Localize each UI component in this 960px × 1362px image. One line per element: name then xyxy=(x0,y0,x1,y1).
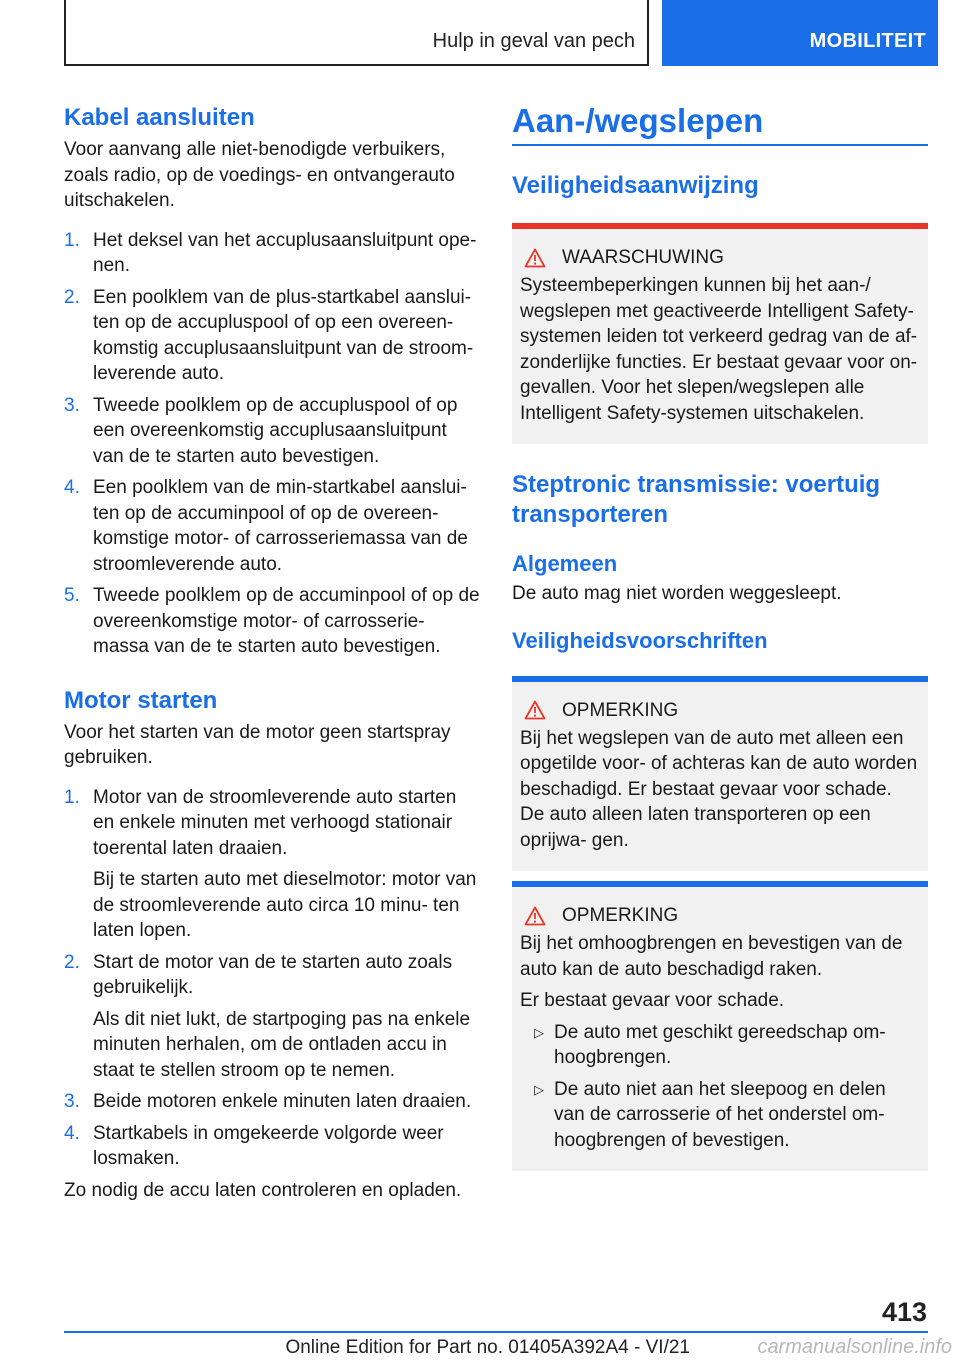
warning-text: Systeembeperkingen kunnen bij het aan-/ wegslepen met geactiveerde Intelligent Safety-systemen leiden tot verkeerd gedrag van de af‐ zonderlijke functies. Er bestaat gevaar voor on‐ gevallen. Voor het slepen/wegslepen alle Intelligent Safety-systemen uitschakelen. xyxy=(520,275,918,424)
kabel-steps xyxy=(64,228,480,660)
notice-bar xyxy=(512,881,928,887)
warning-box xyxy=(512,223,928,444)
warning-label: WAARSCHUWING xyxy=(562,247,724,268)
warning-triangle-icon xyxy=(524,906,546,926)
list-item: 3. Tweede poolklem op de accupluspool of op een overeenkomstig accuplusaansluitpunt van de te starten auto bevestigen. xyxy=(64,394,458,467)
page-number: 413 xyxy=(881,1297,927,1327)
header-section-box xyxy=(64,0,649,66)
notice-heading xyxy=(520,698,920,723)
list-item: ▷ De auto met geschikt gereedschap om‐ hoogbrengen. xyxy=(534,1021,886,1068)
list-item: ▷ De auto niet aan het sleepoog en delen van de carrosserie of het onderstel om‐ hoogbrengen of bevestigen. xyxy=(534,1078,886,1151)
right-column xyxy=(512,100,928,1171)
triangle-bullet-icon: ▷ xyxy=(534,1024,544,1040)
list-item: 2. Start de motor van de te starten auto zoals gebruikelijk. Als dit niet lukt, de startpoging pas na enkele minuten herhalen, om de ontladen accu in staat te stellen stroom op te nemen. xyxy=(64,951,471,1081)
notice-text: Bij het wegslepen van de auto met alleen een opgetilde voor- of achteras kan de auto worden beschadigd. Er bestaat gevaar voor schade. De auto alleen laten transporteren op een oprijwa‐ gen. xyxy=(520,727,918,851)
header-chapter-tab[interactable] xyxy=(662,0,938,66)
kabel-intro: Voor aanvang alle niet-benodigde verbuikers, zoals radio, op de voedings- en ontvangerauto uitschakelen. xyxy=(64,139,455,211)
notice-label: OPMERKING xyxy=(562,699,679,721)
list-item: 1. Het deksel van het accuplusaansluitpunt ope‐ nen. xyxy=(64,229,477,276)
notice-label: OPMERKING xyxy=(562,905,679,926)
algemeen-text: De auto mag niet worden weggesleept. xyxy=(512,583,842,604)
warning-triangle-icon xyxy=(524,700,546,720)
triangle-bullet-icon: ▷ xyxy=(534,1081,544,1097)
warning-heading xyxy=(520,245,920,270)
list-item: 4. Startkabels in omgekeerde volgorde weer losmaken. xyxy=(64,1122,444,1169)
motor-title: Motor starten xyxy=(64,686,218,714)
motor-intro: Voor het starten van de motor geen startspray gebruiken. xyxy=(64,721,451,768)
safety-title: Veiligheidsaanwijzing xyxy=(512,172,759,199)
watermark[interactable]: carmanualsonline.info xyxy=(757,1336,952,1358)
notice-text: Bij het omhoogbrengen en bevestigen van de auto kan de auto beschadigd raken. xyxy=(520,933,903,980)
motor-steps xyxy=(64,785,480,1172)
list-item: 3. Beide motoren enkele minuten laten draaien. xyxy=(64,1091,472,1112)
list-item: 5. Tweede poolklem op de accuminpool of op de overeenkomstige motor- of carrosserie‐ massa van de te starten auto bevestigen. xyxy=(64,585,480,657)
notice-bullets xyxy=(520,1020,920,1154)
notice-box-2 xyxy=(512,881,928,1171)
notice-text: Er bestaat gevaar voor schade. xyxy=(520,990,785,1011)
list-item: 1. Motor van de stroomleverende auto starten en enkele minuten met verhoogd stationair toerental laten draaien. Bij te starten auto met dieselmotor: motor van de stroomleverende auto circa 10 minu‐ ten laten lopen. xyxy=(64,786,477,941)
notice-box-1 xyxy=(512,676,928,872)
left-column xyxy=(64,100,480,1203)
footer-rule xyxy=(64,1331,928,1333)
header-chapter-title: MOBILITEIT xyxy=(809,30,926,52)
voorschriften-title: Veiligheidsvoorschriften xyxy=(512,627,768,653)
notice-heading xyxy=(520,903,920,928)
steptronic-title: Steptronic transmissie: voertuig transporteren xyxy=(512,471,881,528)
motor-outro: Zo nodig de accu laten controleren en opladen. xyxy=(64,1179,462,1201)
kabel-title: Kabel aansluiten xyxy=(64,104,255,131)
footer-edition: Online Edition for Part no. 01405A392A4 - VI/21 xyxy=(285,1337,690,1358)
title-rule xyxy=(512,144,928,146)
list-item: 2. Een poolklem van de plus-startkabel aanslui‐ ten op de accupluspool of op een overeen‐ komstig accuplusaansluitpunt van de stroom‐ leverende auto. xyxy=(64,286,474,384)
warning-triangle-icon xyxy=(524,248,546,268)
main-title: Aan-/wegslepen xyxy=(512,102,764,139)
list-item: 4. Een poolklem van de min-startkabel aanslui‐ ten op de accuminpool of op de overeen‐ komstige motor- of carrosseriemassa van de stroomleverende auto. xyxy=(64,477,468,575)
warning-bar xyxy=(512,223,928,229)
header-section-title: Hulp in geval van pech xyxy=(432,30,635,52)
notice-bar xyxy=(512,676,928,682)
algemeen-title: Algemeen xyxy=(512,551,618,576)
